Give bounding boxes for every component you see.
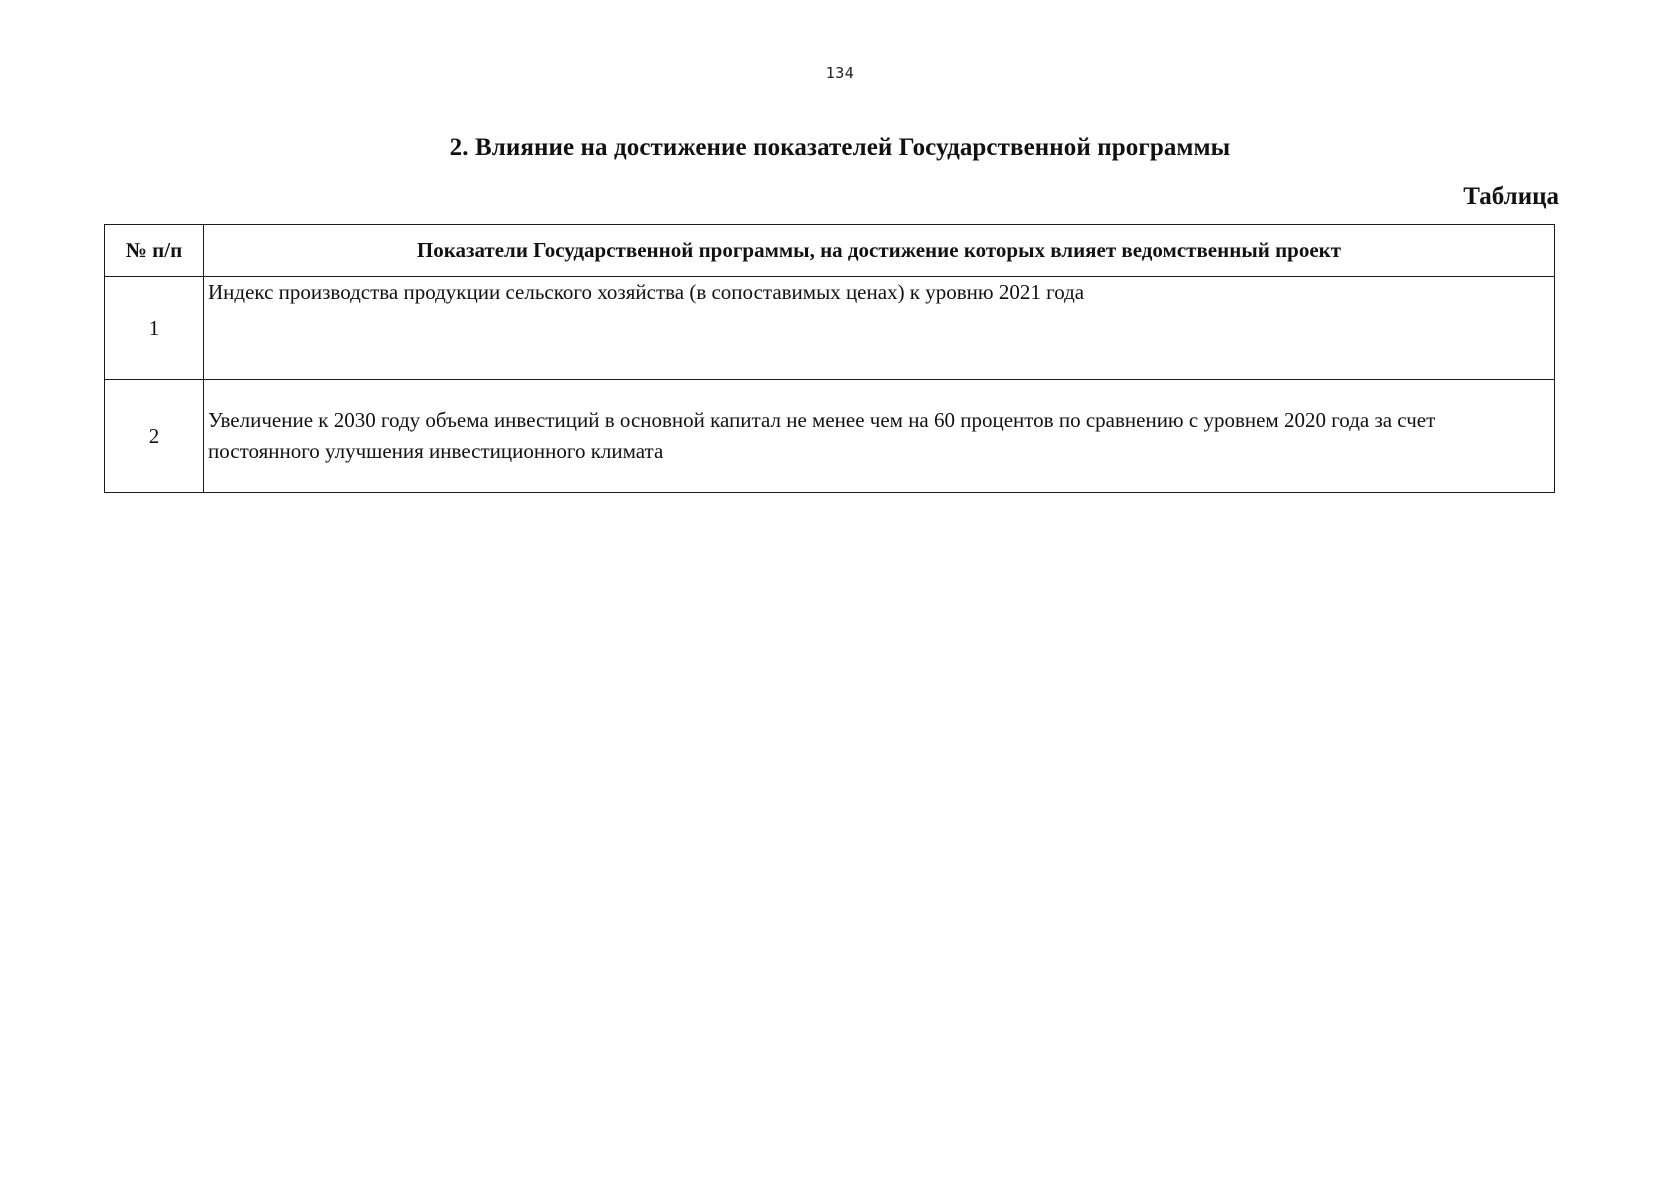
table-row — [105, 380, 1555, 493]
row-number-cell: 1 — [105, 277, 204, 380]
header-number: № п/п — [105, 225, 204, 277]
header-indicator: Показатели Государственной программы, на достижение которых влияет ведомственный проект — [204, 225, 1555, 277]
indicator-cell: Индекс производства продукции сельского хозяйства (в сопоставимых ценах) к уровню 2021 года — [204, 277, 1555, 380]
page-number: 134 — [825, 64, 855, 82]
section-title: 2. Влияние на достижение показателей Государственной программы — [449, 134, 1231, 161]
row-number-cell: 2 — [105, 380, 204, 493]
indicator-cell: Увеличение к 2030 году объема инвестиций в основной капитал не менее чем на 60 процентов по сравнению с уровнем 2020 года за счет постоянного улучшения инвестиционного климата — [204, 380, 1555, 493]
indicators-table — [104, 224, 1555, 493]
table-caption: Таблица — [1463, 183, 1559, 210]
table-header-row — [105, 225, 1555, 277]
table-row — [105, 277, 1555, 380]
